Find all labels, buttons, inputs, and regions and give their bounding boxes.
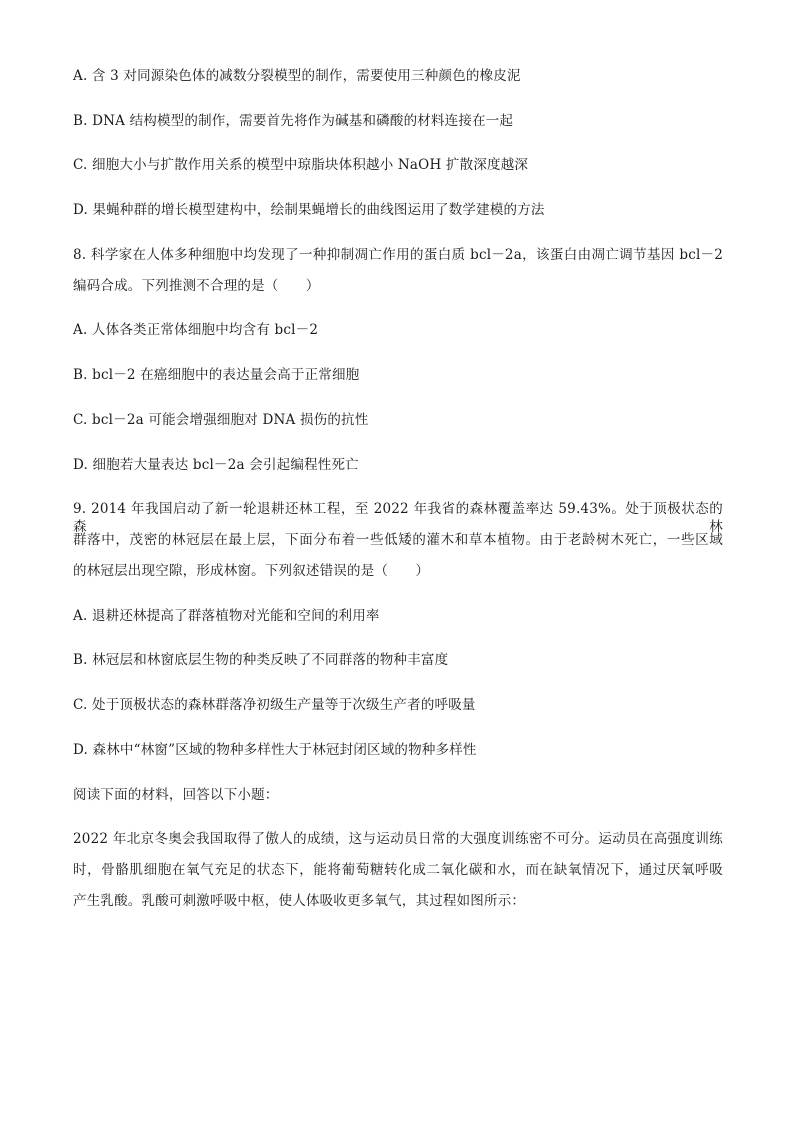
q7-option-d: D. 果蝇种群的增长模型建构中，绘制果蝇增长的曲线图运用了数学建模的方法: [73, 202, 545, 218]
q9-option-a: A. 退耕还林提高了群落植物对光能和空间的利用率: [73, 608, 380, 624]
q9-stem-line-2: 群落中，茂密的林冠层在最上层，下面分布着一些低矮的灌木和草本植物。由于老龄树木死亡，一些区域: [73, 532, 723, 548]
reading-intro: 阅读下面的材料，回答以下小题：: [73, 787, 279, 803]
q8-stem-line-2: 编码合成。下列推测不合理的是（ ）: [73, 278, 320, 294]
q9-option-c: C. 处于顶极状态的森林群落净初级生产量等于次级生产者的呼吸量: [73, 697, 476, 713]
q7-option-b: B. DNA 结构模型的制作，需要首先将作为碱基和磷酸的材料连接在一起: [73, 113, 514, 129]
q8-option-b: B. bcl－2 在癌细胞中的表达量会高于正常细胞: [73, 367, 360, 383]
q7-option-a: A. 含 3 对同源染色体的减数分裂模型的制作，需要使用三种颜色的橡皮泥: [73, 68, 521, 84]
reading-paragraph-line-1: 2022 年北京冬奥会我国取得了傲人的成绩，这与运动员日常的大强度训练密不可分。运动员在高强度训练: [73, 831, 723, 847]
reading-paragraph-line-3: 产生乳酸。乳酸可刺激呼吸中枢，使人体吸收更多氧气，其过程如图所示：: [73, 893, 526, 909]
q9-stem-line-1: 9. 2014 年我国启动了新一轮退耕还林工程，至 2022 年我省的森林覆盖率达 59.43%。处于顶极状态的森林: [73, 501, 723, 535]
q9-option-d: D. 森林中“林窗”区域的物种多样性大于林冠封闭区域的物种多样性: [73, 742, 477, 758]
q9-stem-line-3: 的林冠层出现空隙，形成林窗。下列叙述错误的是（ ）: [73, 563, 430, 579]
q8-option-c: C. bcl－2a 可能会增强细胞对 DNA 损伤的抗性: [73, 412, 369, 428]
reading-paragraph-line-2: 时，骨骼肌细胞在氧气充足的状态下，能将葡萄糖转化成二氧化碳和水，而在缺氧情况下，通过厌氧呼吸: [73, 862, 723, 878]
q8-option-d: D. 细胞若大量表达 bcl－2a 会引起编程性死亡: [73, 457, 359, 473]
q7-option-c: C. 细胞大小与扩散作用关系的模型中琼脂块体积越小 NaOH 扩散深度越深: [73, 157, 529, 173]
q8-stem-line-1: 8. 科学家在人体多种细胞中均发现了一种抑制凋亡作用的蛋白质 bcl－2a，该蛋白由凋亡调节基因 bcl－2: [73, 247, 723, 263]
q8-option-a: A. 人体各类正常体细胞中均含有 bcl－2: [73, 322, 319, 338]
q9-option-b: B. 林冠层和林窗底层生物的种类反映了不同群落的物种丰富度: [73, 652, 449, 668]
